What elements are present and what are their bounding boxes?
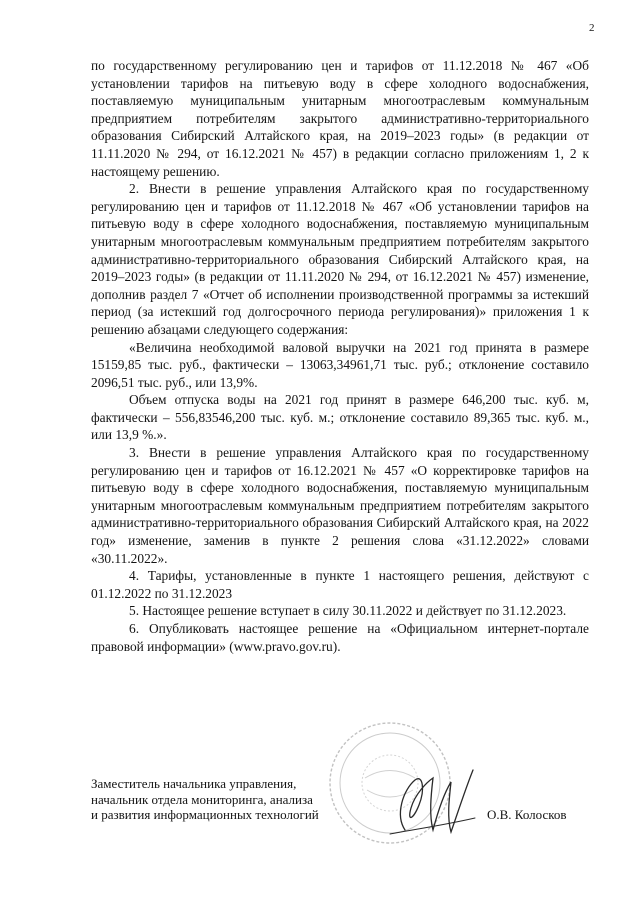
signer-title-line: начальник отдела мониторинга, анализа	[91, 791, 313, 807]
page-number: 2	[589, 22, 595, 34]
paragraph-continuation: по государственному регулированию цен и тарифов от 11.12.2018 № 467 «Об установлении тарифов на питьевую воду в сфере холодного водоснабжения, поставляемую муниципальным унитарным многоотраслевым коммунальным предприятием потребителям закрытого административно-территориального образования Сибирский Алтайского края, на 2019–2023 годы» (в редакции от 11.11.2020 № 294, от 16.12.2021 № 457) в редакции согласно приложениям 1, 2 к настоящему решению.	[91, 58, 589, 179]
paragraph-item-5: 5. Настоящее решение вступает в силу 30.11.2022 и действует по 31.12.2023.	[129, 603, 567, 619]
document-body	[91, 57, 589, 655]
paragraph-item-4: 4. Тарифы, установленные в пункте 1 настоящего решения, действуют с 01.12.2022 по 31.12.2023	[91, 568, 589, 601]
paragraph-quote-volume: Объем отпуска воды на 2021 год принят в размере 646,200 тыс. куб. м, фактически – 556,83546,200 тыс. куб. м.; отклонение составило 89,365 тыс. куб. м., или 13,9 %.».	[91, 392, 589, 443]
signer-title-line: Заместитель начальника управления,	[91, 776, 297, 791]
paragraph-item-6: 6. Опубликовать настоящее решение на «Официальном интернет-портале правовой информации» (www.pravo.gov.ru).	[91, 621, 589, 654]
paragraph-item-3: 3. Внести в решение управления Алтайского края по государственному регулированию цен и тарифов от 16.12.2021 № 457 «О корректировке тарифов на питьевую воду в сфере холодного водоснабжения, поставляемую муниципальным унитарным многоотраслевым коммунальным предприятием потребителям закрытого административно-территориального образования Сибирский Алтайского края, на 2022 год» изменение, заменив в пункте 2 решения слова «31.12.2022» словами «30.11.2022».	[91, 445, 589, 566]
signer-name: О.В. Колосков	[487, 807, 567, 822]
handwritten-signature	[385, 760, 480, 840]
signer-title	[91, 776, 319, 823]
paragraph-item-2: 2. Внести в решение управления Алтайского края по государственному регулированию цен и тарифов от 11.12.2018 № 467 «Об установлении тарифов на питьевую воду в сфере холодного водоснабжения, поставляемую муниципальным унитарным многоотраслевым коммунальным предприятием потребителям закрытого административно-территориального образования Сибирский Алтайского края, на 2019–2023 годы» (в редакции от 11.11.2020 № 294, от 16.12.2021 № 457) изменение, дополнив раздел 7 «Отчет об исполнении производственной программы за истекший период (за истекший год долгосрочного периода регулирования)» приложения 1 к решению абзацами следующего содержания:	[91, 181, 589, 337]
paragraph-quote-revenue: «Величина необходимой валовой выручки на 2021 год принята в размере 15159,85 тыс. руб., фактически – 13063,34961,71 тыс. руб.; отклонение составило 2096,51 тыс. руб., или 13,9%.	[91, 339, 589, 390]
signer-title-line: и развития информационных технологий	[91, 807, 319, 822]
